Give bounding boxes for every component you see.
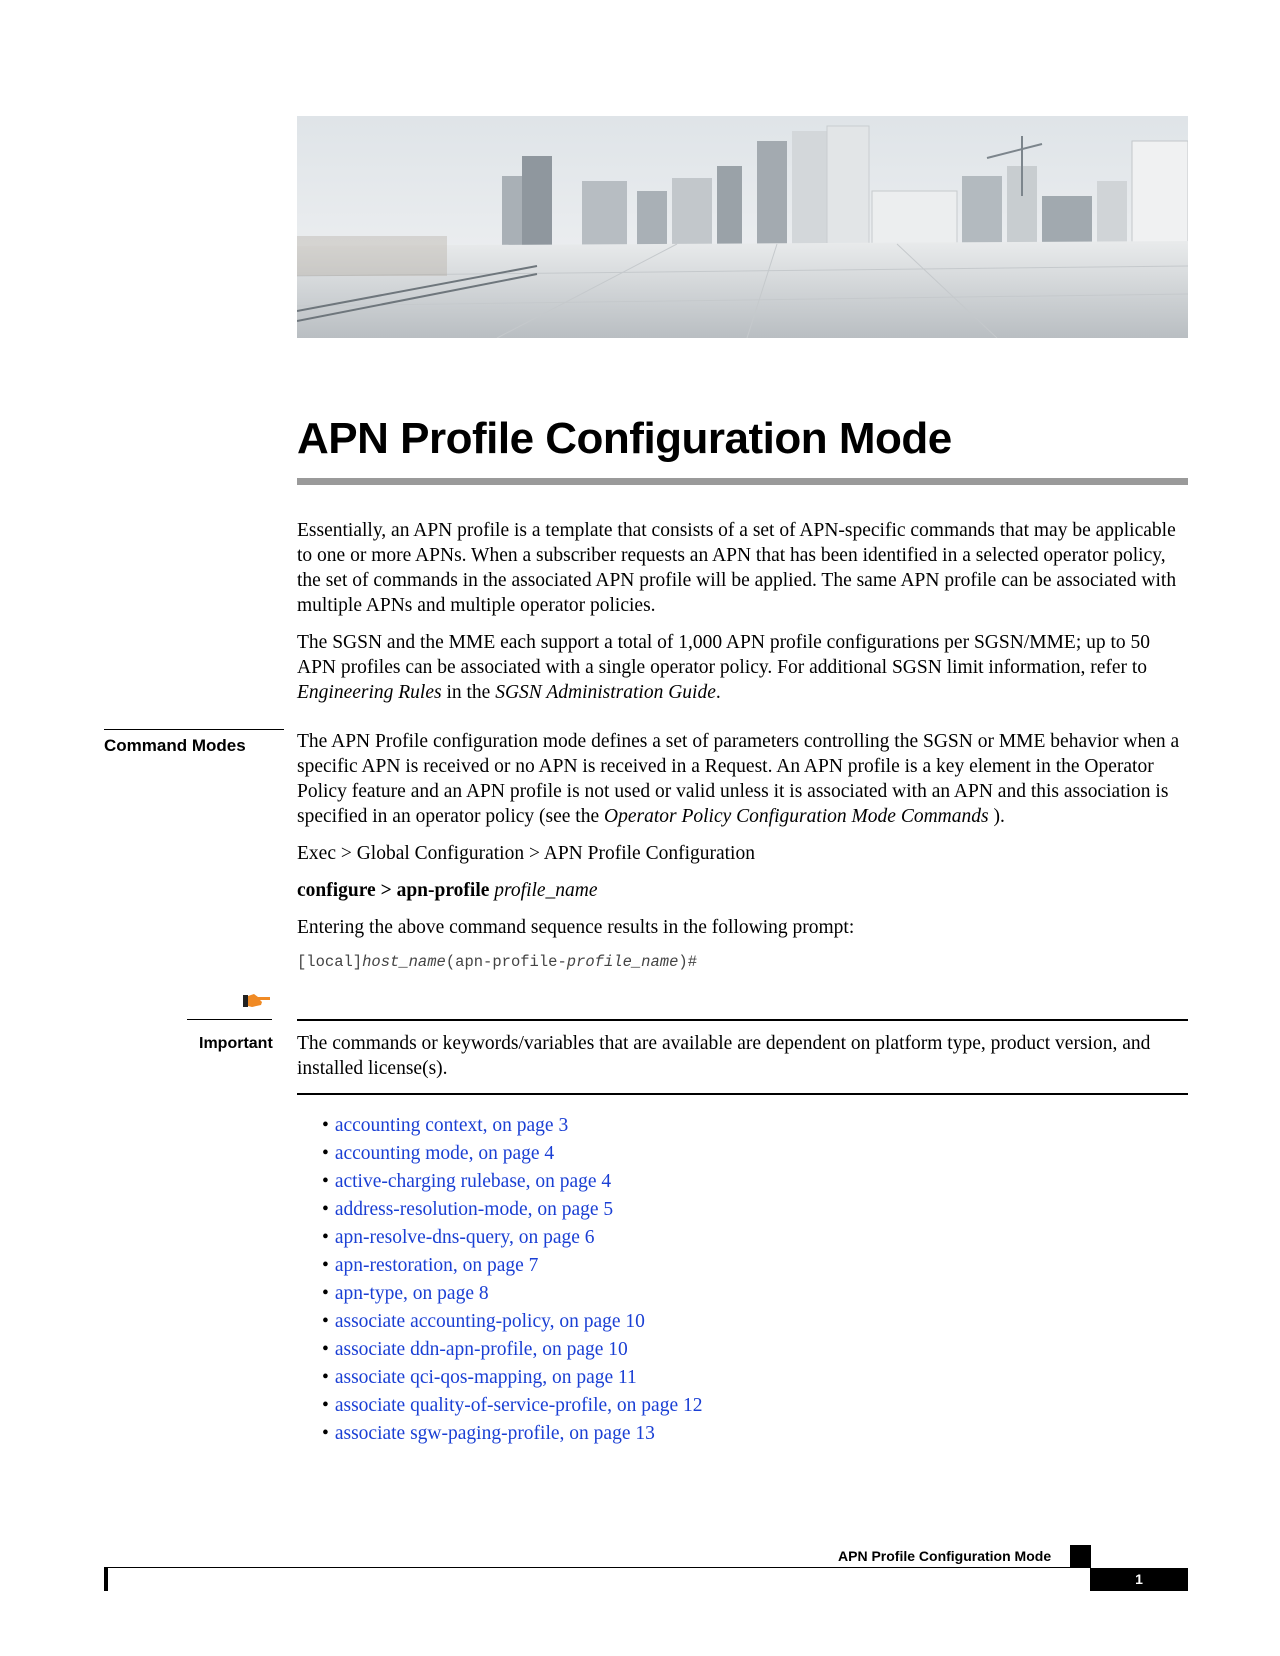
pointing-hand-icon (242, 991, 272, 1014)
command-syntax-argument: profile_name (489, 880, 598, 901)
command-modes-description (297, 729, 1188, 829)
command-modes-description-text-b: ). (988, 806, 1005, 827)
command-modes-rule (104, 729, 284, 730)
list-item (322, 1364, 702, 1392)
note-bottom-rule (297, 1093, 1188, 1095)
cli-prompt-profile-name: profile_name (566, 953, 679, 971)
cli-prompt-part-1: [local] (297, 953, 363, 971)
city-skyline-illustration (297, 116, 1188, 338)
list-item (322, 1224, 702, 1252)
engineering-rules-reference: Engineering Rules (297, 682, 442, 703)
list-item (322, 1252, 702, 1280)
list-item (322, 1112, 702, 1140)
sgsn-admin-guide-reference: SGSN Administration Guide (495, 682, 716, 703)
command-syntax (297, 878, 1188, 903)
link-active-charging-rulebase[interactable]: active-charging rulebase, on page 4 (334, 1171, 612, 1192)
link-associate-accounting-policy[interactable]: associate accounting-policy, on page 10 (334, 1311, 645, 1332)
intro-paragraph-2-text-b: in the (441, 682, 496, 703)
link-associate-qci-qos-mapping[interactable]: associate qci-qos-mapping, on page 11 (334, 1367, 637, 1388)
operator-policy-reference: Operator Policy Configuration Mode Commands (604, 806, 989, 827)
link-apn-type[interactable]: apn-type, on page 8 (334, 1283, 489, 1304)
list-item (322, 1140, 702, 1168)
page-number: 1 (1090, 1568, 1188, 1591)
cli-prompt-host-name: host_name (362, 953, 446, 971)
important-note-text: The commands or keywords/variables that are available are dependent on platform type, product version, and installed license(s). (297, 1033, 1151, 1079)
link-associate-ddn-apn-profile[interactable]: associate ddn-apn-profile, on page 10 (334, 1339, 628, 1360)
cli-prompt-part-3: (apn-profile- (445, 953, 567, 971)
intro-paragraph-2 (297, 630, 1188, 705)
list-item (322, 1280, 702, 1308)
list-item (322, 1168, 702, 1196)
intro-paragraph-2-text-a: The SGSN and the MME each support a total of 1,000 APN profile configurations per SGSN/MME; up to 50 APN profiles can be associated with a single operator policy. For additional SGSN limit information, refer to (297, 632, 1151, 678)
command-syntax-keyword: configure > apn-profile (297, 880, 490, 901)
list-item (322, 1196, 702, 1224)
footer-rule (105, 1567, 1090, 1568)
list-item (322, 1336, 702, 1364)
link-address-resolution-mode[interactable]: address-resolution-mode, on page 5 (334, 1199, 614, 1220)
footer-title: APN Profile Configuration Mode (838, 1548, 1052, 1564)
link-accounting-context[interactable]: accounting context, on page 3 (334, 1115, 569, 1136)
link-associate-quality-of-service-profile[interactable]: associate quality-of-service-profile, on page 12 (334, 1395, 703, 1416)
list-item (322, 1308, 702, 1336)
header-banner-image (297, 116, 1188, 338)
intro-paragraph-1: Essentially, an APN profile is a template that consists of a set of APN-specific commands that may be applicable to one or more APNs. When a subscriber requests an APN that has been identified in a selected operator policy, the set of commands in the associated APN profile will be applied. The same APN profile can be associated with multiple APNs and multiple operator policies. (297, 520, 1177, 616)
list-item (322, 1392, 702, 1420)
title-divider (297, 478, 1188, 485)
prompt-intro: Entering the above command sequence results in the following prompt: (297, 917, 855, 938)
link-associate-sgw-paging-profile[interactable]: associate sgw-paging-profile, on page 13 (334, 1423, 655, 1444)
important-rule (187, 1019, 272, 1020)
link-accounting-mode[interactable]: accounting mode, on page 4 (334, 1143, 555, 1164)
list-item (322, 1420, 702, 1448)
cli-prompt (297, 953, 697, 971)
mode-path: Exec > Global Configuration > APN Profile Configuration (297, 843, 755, 864)
cli-prompt-part-5: )# (678, 953, 697, 971)
intro-paragraph-2-text-c: . (715, 682, 721, 703)
page-title: APN Profile Configuration Mode (297, 414, 952, 463)
important-label: Important (199, 1035, 273, 1052)
command-link-list (322, 1112, 702, 1448)
command-modes-description-text-a: The APN Profile configuration mode defines a set of parameters controlling the SGSN or MME behavior when a specific APN is received or no APN is received in a Request. An APN profile is a key element in the Operator Policy feature and an APN profile is not used or valid unless it is associated with an APN and this association is specified in an operator policy (see the (297, 731, 1180, 827)
note-top-rule (297, 1019, 1188, 1021)
footer-left-tick (104, 1567, 108, 1591)
link-apn-restoration[interactable]: apn-restoration, on page 7 (334, 1255, 539, 1276)
link-apn-resolve-dns-query[interactable]: apn-resolve-dns-query, on page 6 (334, 1227, 595, 1248)
command-modes-label: Command Modes (104, 736, 246, 755)
footer-decoration-block (1070, 1545, 1091, 1568)
